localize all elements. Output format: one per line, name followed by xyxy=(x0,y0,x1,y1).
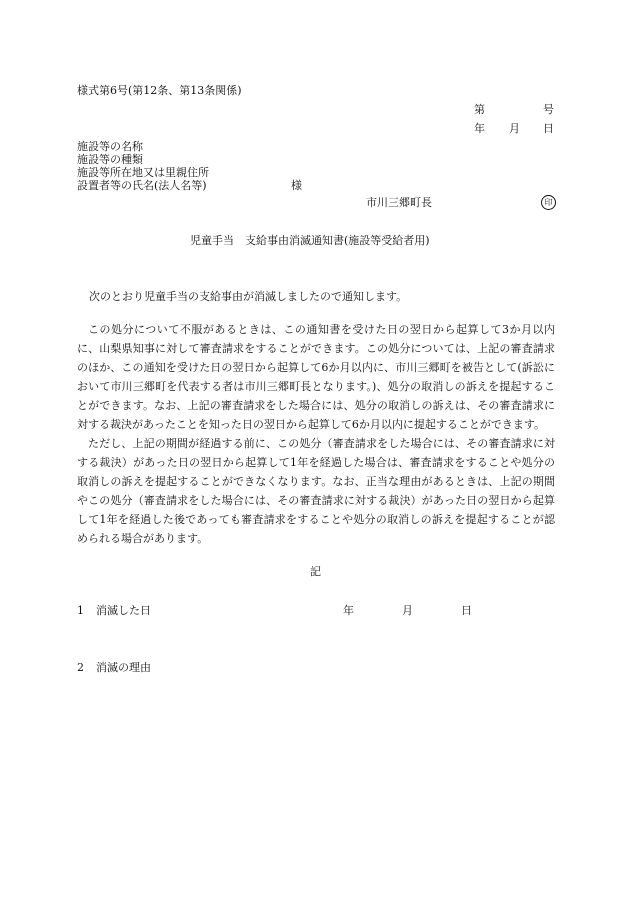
date-day-label: 日 xyxy=(543,122,554,135)
ki-heading: 記 xyxy=(310,565,321,578)
facility-type-label: 施設等の種類 xyxy=(77,153,143,166)
document-number-suffix: 号 xyxy=(543,103,554,116)
item-1-day: 日 xyxy=(461,604,472,617)
item-1-number: 1 xyxy=(77,604,84,617)
seal-mark: 印 xyxy=(541,195,556,210)
item-1-year: 年 xyxy=(343,604,354,617)
form-number: 様式第6号(第12条、第13条関係) xyxy=(77,84,242,97)
proviso-paragraph xyxy=(77,434,555,548)
date-month-label: 月 xyxy=(509,122,520,135)
sender-name: 市川三郷町長 xyxy=(366,196,432,209)
facility-address-label: 施設等所在地又は里親住所 xyxy=(77,166,209,179)
date-year-label: 年 xyxy=(474,122,485,135)
appeal-paragraph xyxy=(77,320,555,434)
honorific: 様 xyxy=(291,179,302,192)
facility-name-label: 施設等の名称 xyxy=(77,140,143,153)
official-seal xyxy=(541,195,556,210)
item-2-number: 2 xyxy=(77,661,84,674)
founder-name-label: 設置者等の氏名(法人名等) xyxy=(77,179,207,192)
document-number-label: 第 xyxy=(474,103,485,116)
item-2-label: 消滅の理由 xyxy=(96,661,151,674)
item-1-month: 月 xyxy=(402,604,413,617)
item-1-label: 消滅した日 xyxy=(96,604,151,617)
proviso-paragraph-text: ただし、上記の期間が経過する前に、この処分（審査請求をした場合には、その審査請求に対する裁決）があった日の翌日から起算して1年を経過した場合は、審査請求をすることや処分の取消しの訴えを提起することができなくなります。なお、正当な理由があるときは、上記の期間やこの処分（審査請求をした場合には、その審査請求に対する裁決）があった日の翌日から起算して1年を経過した後であっても審査請求をすることや処分の取消しの訴えを提起することが認められる場合があります。 xyxy=(77,437,555,545)
document-title: 児童手当 支給事由消滅通知書(施設等受給者用) xyxy=(190,234,430,247)
intro-text: 次のとおり児童手当の支給事由が消滅しましたので通知します。 xyxy=(89,290,408,303)
appeal-paragraph-text: この処分について不服があるときは、この通知書を受けた日の翌日から起算して3か月以内に、山梨県知事に対して審査請求をすることができます。この処分については、上記の審査請求のほか、この通知を受けた日の翌日から起算して6か月以内に、市川三郷町を被告として(訴訟において市川三郷町を代表する者は市川三郷町長となります。)、処分の取消しの訴えを提起することができます。なお、上記の審査請求をした場合には、処分の取消しの訴えは、その審査請求に対する裁決があったことを知った日の翌日から起算して6か月以内に提起することができます。 xyxy=(77,323,555,431)
